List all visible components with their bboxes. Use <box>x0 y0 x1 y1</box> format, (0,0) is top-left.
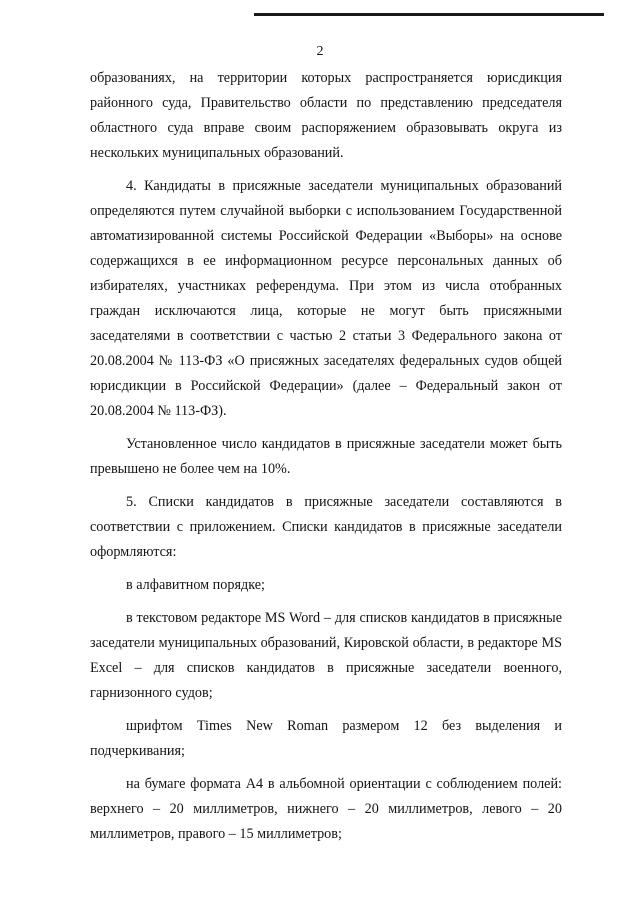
page-number: 2 <box>316 44 324 59</box>
paragraph-continuation: образованиях, на территории которых распространяется юрисдикция районного суда, Правительство области по представлению председателя областного суда вправе своим распоряжением образовывать округа из нескольких муниципальных образований. <box>90 70 562 161</box>
paragraph-alphabetical: в алфавитном порядке; <box>126 577 265 593</box>
paragraph-item-5: 5. Списки кандидатов в присяжные заседатели составляются в соответствии с приложением. Списки кандидатов в присяжные заседатели оформляются: <box>90 494 562 560</box>
paragraph-text-editor: в текстовом редакторе MS Word – для списков кандидатов в присяжные заседатели муниципальных образований, Кировской области, в редакторе MS Excel – для списков кандидатов в присяжные заседатели военного, гарнизонного судов; <box>90 610 562 701</box>
paragraph-candidate-limit: Установленное число кандидатов в присяжные заседатели может быть превышено не более чем на 10%. <box>90 436 562 477</box>
document-body <box>90 66 562 847</box>
paragraph-item-4: 4. Кандидаты в присяжные заседатели муниципальных образований определяются путем случайной выборки с использованием Государственной автоматизированной системы Российской Федерации «Выборы» на основе содержащихся в ее информационном ресурсе персональных данных об избирателях, участниках референдума. При этом из числа отобранных граждан исключаются лица, которые не могут быть присяжными заседателями в соответствии с частью 2 статьи 3 Федерального закона от 20.08.2004 № 113-ФЗ «О присяжных заседателях федеральных судов общей юрисдикции в Российской Федерации» (далее – Федеральный закон от 20.08.2004 № 113-ФЗ). <box>90 178 562 419</box>
paragraph-font: шрифтом Times New Roman размером 12 без выделения и подчеркивания; <box>90 718 562 759</box>
paragraph-paper-format: на бумаге формата А4 в альбомной ориентации с соблюдением полей: верхнего – 20 миллиметров, нижнего – 20 миллиметров, левого – 20 миллиметров, правого – 15 миллиметров; <box>90 776 562 842</box>
header-rule <box>254 13 604 16</box>
